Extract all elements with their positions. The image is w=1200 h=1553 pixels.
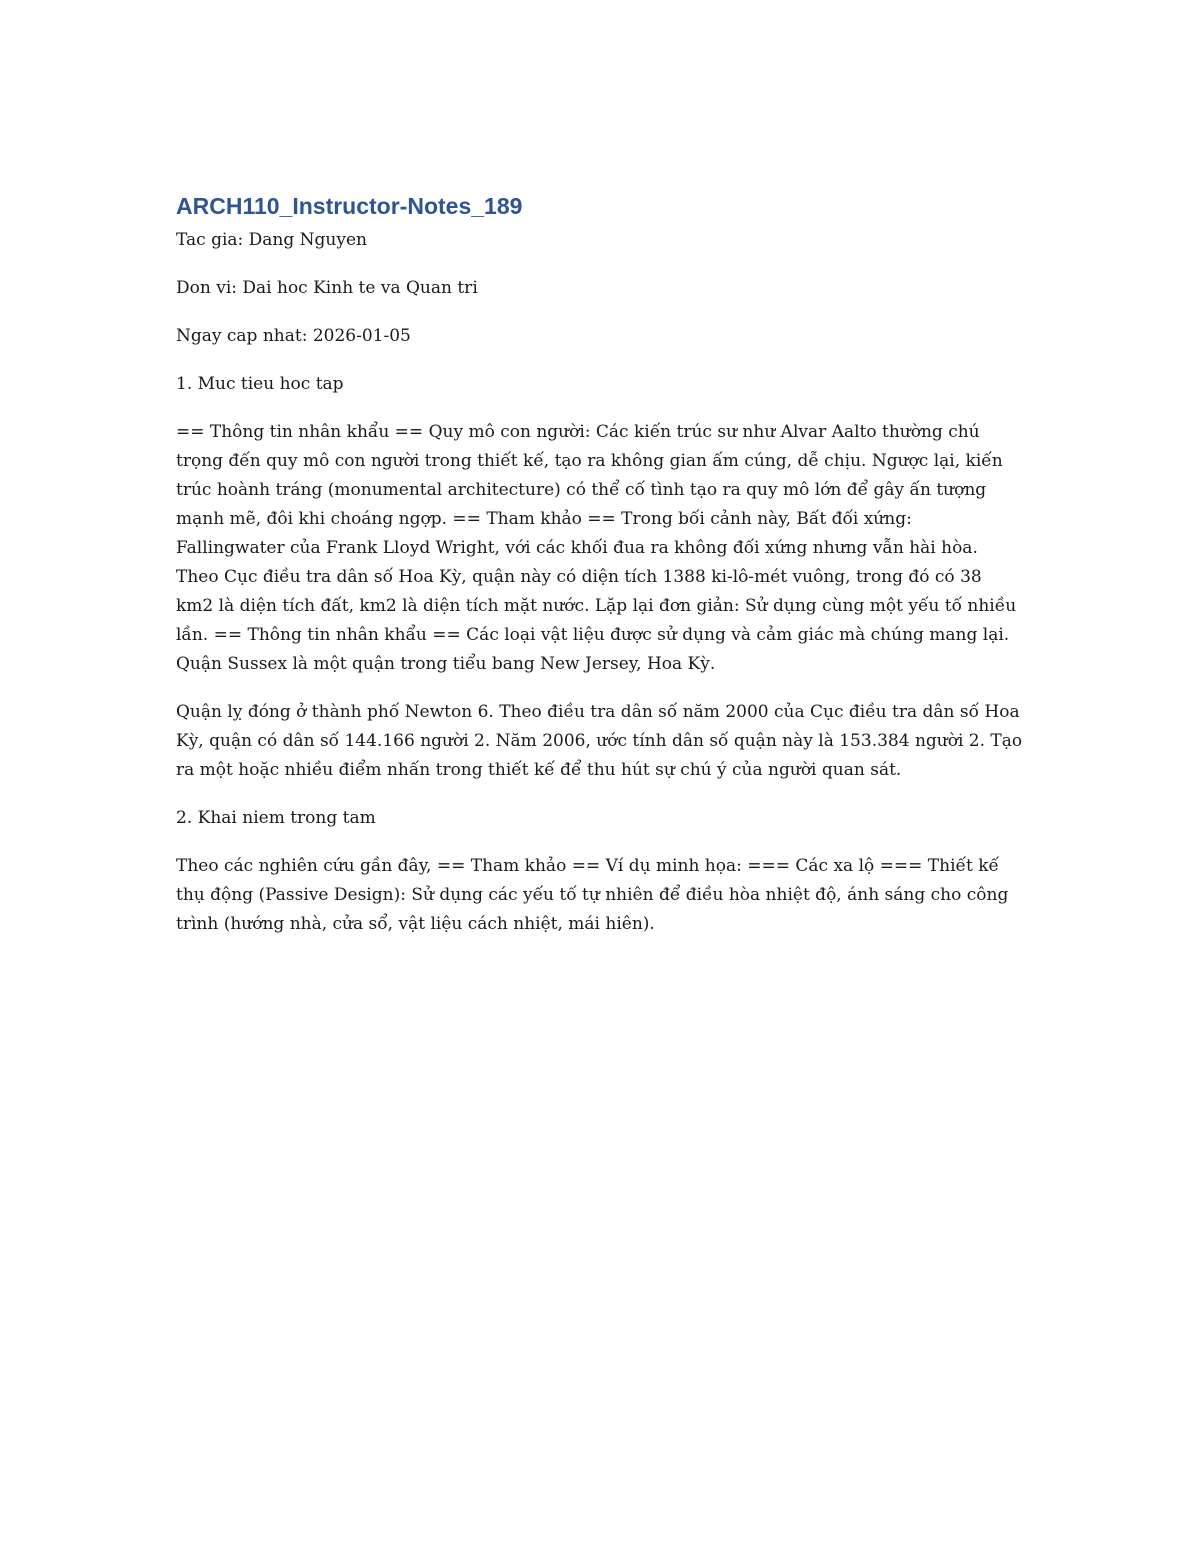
author-line: Tac gia: Dang Nguyen	[176, 230, 367, 250]
document-title: ARCH110_Instructor-Notes_189	[176, 193, 523, 219]
document-content	[176, 190, 1024, 958]
body-paragraph: Quận lỵ đóng ở thành phố Newton 6. Theo điều tra dân số năm 2000 của Cục điều tra dân số Hoa Kỳ, quận có dân số 144.166 người 2. Năm 2006, ước tính dân số quận này là 153.384 người 2. Tạo ra một hoặc nhiều điểm nhấn trong thiết kế để thu hút sự chú ý của người quan sát.	[176, 702, 1023, 780]
section-heading-learning-goals: 1. Muc tieu hoc tap	[176, 374, 344, 394]
body-paragraph: == Thông tin nhân khẩu == Quy mô con người: Các kiến trúc sư như Alvar Aalto thường chú trọng đến quy mô con người trong thiết kế, tạo ra không gian ấm cúng, dễ chịu. Ngược lại, kiến trúc hoành tráng (monumental architecture) có thể cố tình tạo ra quy mô lớn để gây ấn tượng mạnh mẽ, đôi khi choáng ngợp. == Tham khảo == Trong bối cảnh này, Bất đối xứng: Fallingwater của Frank Lloyd Wright, với các khối đua ra không đối xứng nhưng vẫn hài hòa. Theo Cục điều tra dân số Hoa Kỳ, quận này có diện tích 1388 ki-lô-mét vuông, trong đó có 38 km2 là diện tích đất, km2 là diện tích mặt nước. Lặp lại đơn giản: Sử dụng cùng một yếu tố nhiều lần. == Thông tin nhân khẩu == Các loại vật liệu được sử dụng và cảm giác mà chúng mang lại. Quận Sussex là một quận trong tiểu bang New Jersey, Hoa Kỳ.	[176, 422, 1017, 674]
date-line: Ngay cap nhat: 2026-01-05	[176, 326, 411, 346]
unit-line: Don vi: Dai hoc Kinh te va Quan tri	[176, 278, 478, 298]
body-paragraph: Theo các nghiên cứu gần đây, == Tham khảo == Ví dụ minh họa: === Các xa lộ === Thiết kế thụ động (Passive Design): Sử dụng các yếu tố tự nhiên để điều hòa nhiệt độ, ánh sáng cho công trình (hướng nhà, cửa sổ, vật liệu cách nhiệt, mái hiên).	[176, 856, 1009, 934]
section-heading-core-concepts: 2. Khai niem trong tam	[176, 808, 376, 828]
